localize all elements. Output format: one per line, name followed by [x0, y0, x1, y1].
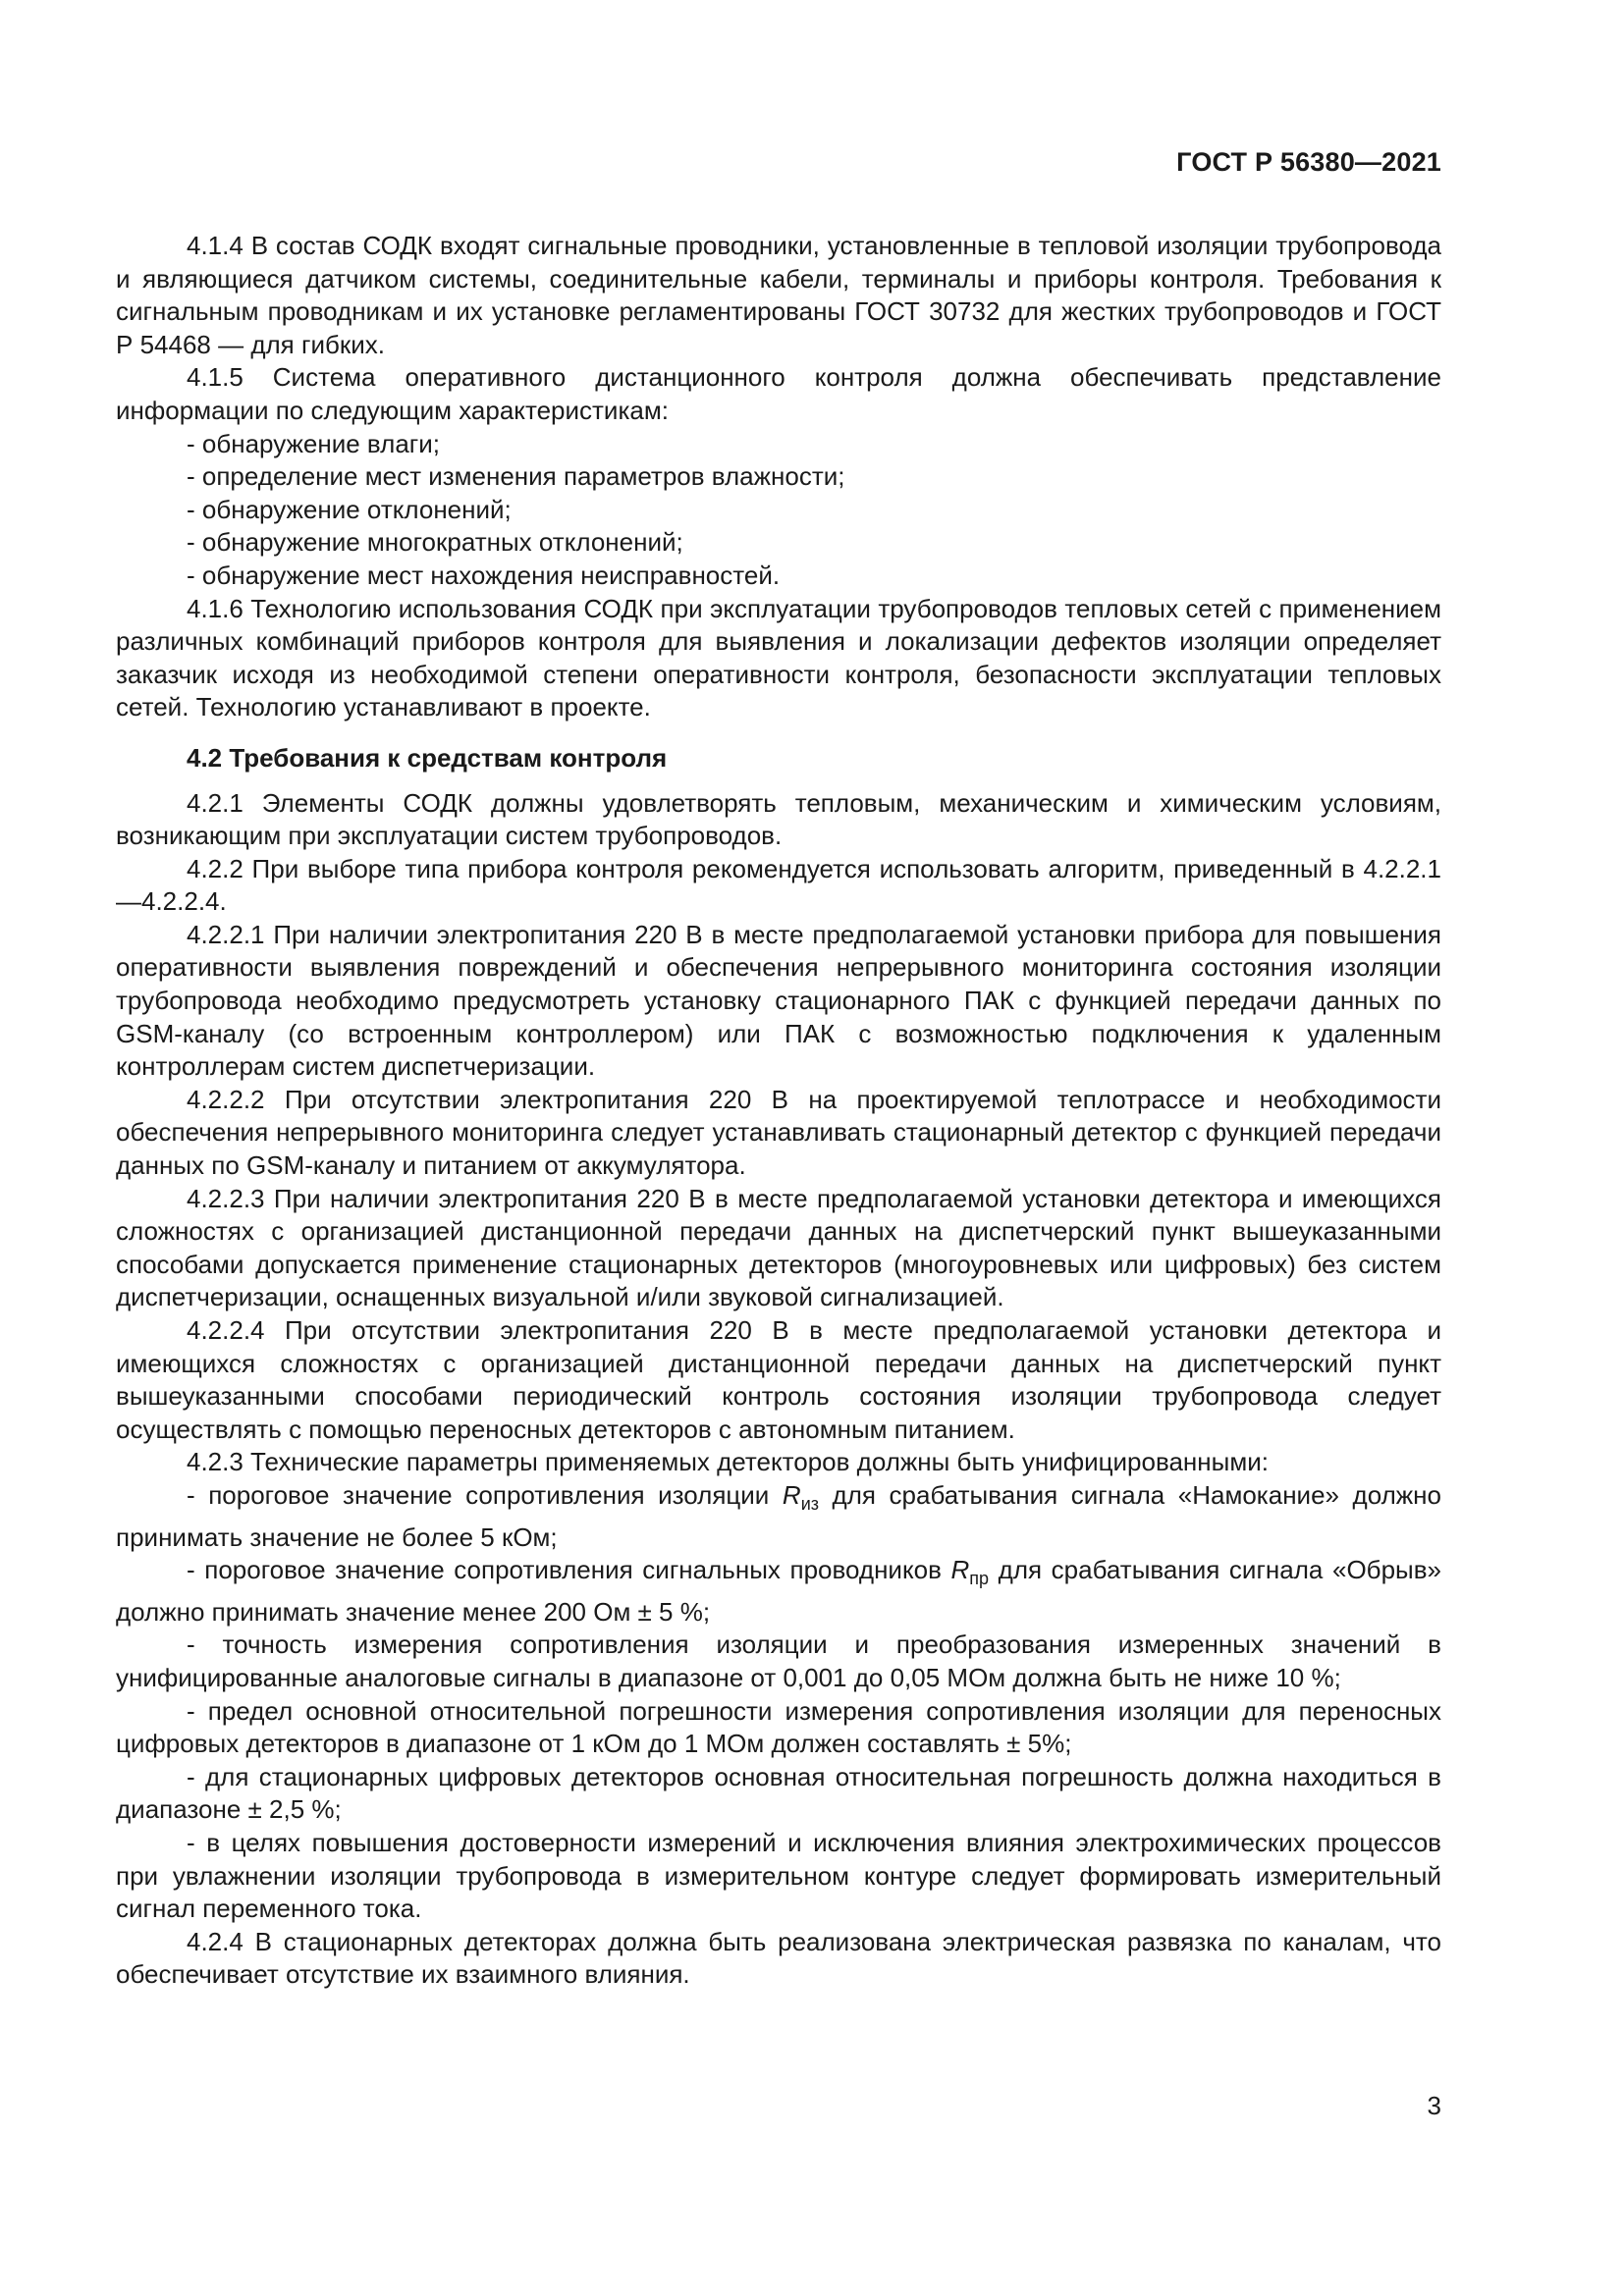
list-item-rpr: - пороговое значение сопротивления сигнальных проводников $R_{пр}$ для срабатывания сигнала «Обрыв» должно принимать значение менее 200 Ом ± 5 %; [116, 1555, 1441, 1627]
list-item: - обнаружение мест нахождения неисправностей. [187, 560, 781, 590]
paragraph-4-2-1: 4.2.1 Элементы СОДК должны удовлетворять тепловым, механическим и химическим условиям, возникающим при эксплуатации систем трубопроводов. [116, 787, 1441, 851]
list-item: - обнаружение отклонений; [187, 494, 512, 524]
paragraph-4-2-4: 4.2.4 В стационарных детекторах должна быть реализована электрическая развязка по каналам, что обеспечивает отсутствие их взаимного влияния. [116, 1926, 1441, 1990]
list-item: - определение мест изменения параметров влажности; [187, 461, 845, 492]
paragraph-4-2-2: 4.2.2 При выборе типа прибора контроля рекомендуется использовать алгоритм, приведенный в 4.2.2.1—4.2.2.4. [116, 853, 1441, 917]
paragraph-4-1-6: 4.1.6 Технологию использования СОДК при эксплуатации трубопроводов тепловых сетей с применением различных комбинаций приборов контроля для выявления и локализации дефектов изоляции определяет заказчик исходя из необходимой степени оперативности контроля, безопасности эксплуатации тепловых сетей. Технологию устанавливают в проекте. [116, 593, 1441, 722]
list-item: - точность измерения сопротивления изоляции и преобразования измеренных значений в унифицированные аналоговые сигналы в диапазоне от 0,001 до 0,05 МОм должна быть не ниже 10 %; [116, 1629, 1441, 1692]
paragraph-4-1-4: 4.1.4 В состав СОДК входят сигнальные проводники, установленные в тепловой изоляции трубопровода и являющиеся датчиком системы, соединительные кабели, терминалы и приборы контроля. Требования к сигнальным проводникам и их установке регламентированы ГОСТ 30732 для жестких трубопроводов и ГОСТ Р 54468 — для гибких. [116, 231, 1441, 359]
page-number: 3 [1427, 2091, 1441, 2120]
list-item: - для стационарных цифровых детекторов основная относительная погрешность должна находиться в диапазоне ± 2,5 %; [116, 1761, 1441, 1825]
paragraph-4-2-2-2: 4.2.2.2 При отсутствии электропитания 220 В на проектируемой теплотрассе и необходимости обеспечения непрерывного мониторинга следует устанавливать стационарный детектор с функцией передачи данных по GSM-каналу и питанием от аккумулятора. [116, 1084, 1441, 1181]
paragraph-4-2-2-4: 4.2.2.4 При отсутствии электропитания 220 В в месте предполагаемой установки детектора и имеющихся сложностях с организацией дистанционной передачи данных на диспетчерский пункт вышеуказанными способами периодический контроль состояния изоляции трубопровода следует осуществлять с помощью переносных детекторов с автономным питанием. [116, 1315, 1441, 1444]
list-item: - обнаружение влаги; [187, 428, 441, 458]
symbol-r: R [782, 1479, 801, 1510]
paragraph-4-2-2-1: 4.2.2.1 При наличии электропитания 220 В в месте предполагаемой установки прибора для повышения оперативности выявления повреждений и обеспечения непрерывного мониторинга состояния изоляции трубопровода необходимо предусмотреть установку стационарного ПАК с функцией передачи данных по GSM-каналу (со встроенным контроллером) или ПАК с возможностью подключения к удаленным контроллерам систем диспетчеризации. [116, 919, 1441, 1082]
list-item: - обнаружение многократных отклонений; [187, 527, 683, 558]
subscript-iz: из [800, 1493, 819, 1514]
paragraph-4-2-3: 4.2.3 Технические параметры применяемых детекторов должны быть унифицированными: [187, 1447, 1269, 1477]
document-body [116, 230, 1441, 1992]
list-item-riz: - пороговое значение сопротивления изоляции $R_{из}$ для срабатывания сигнала «Намокание» должно принимать значение не более 5 кОм; [116, 1479, 1441, 1552]
subscript-pr: пр [969, 1569, 990, 1589]
paragraph-4-2-2-3: 4.2.2.3 При наличии электропитания 220 В в месте предполагаемой установки детектора и имеющихся сложностях с организацией дистанционной передачи данных на диспетчерский пункт вышеуказанными способами допускается применение стационарных детекторов (многоуровневых или цифровых) без систем диспетчеризации, оснащенных визуальной и/или звуковой сигнализацией. [116, 1183, 1441, 1312]
section-title: 4.2 Требования к средствам контроля [187, 742, 668, 773]
list-item: - предел основной относительной погрешности измерения сопротивления изоляции для переносных цифровых детекторов в диапазоне от 1 кОм до 1 МОм должен составлять ± 5%; [116, 1695, 1441, 1759]
paragraph-4-1-5: 4.1.5 Система оперативного дистанционного контроля должна обеспечивать представление информации по следующим характеристикам: [116, 362, 1441, 425]
document-header: ГОСТ Р 56380—2021 [1176, 147, 1441, 177]
list-item: - в целях повышения достоверности измерений и исключения влияния электрохимических процессов при увлажнении изоляции трубопровода в измерительном контуре следует формировать измерительный сигнал переменного тока. [116, 1827, 1441, 1924]
symbol-r: R [950, 1555, 970, 1585]
